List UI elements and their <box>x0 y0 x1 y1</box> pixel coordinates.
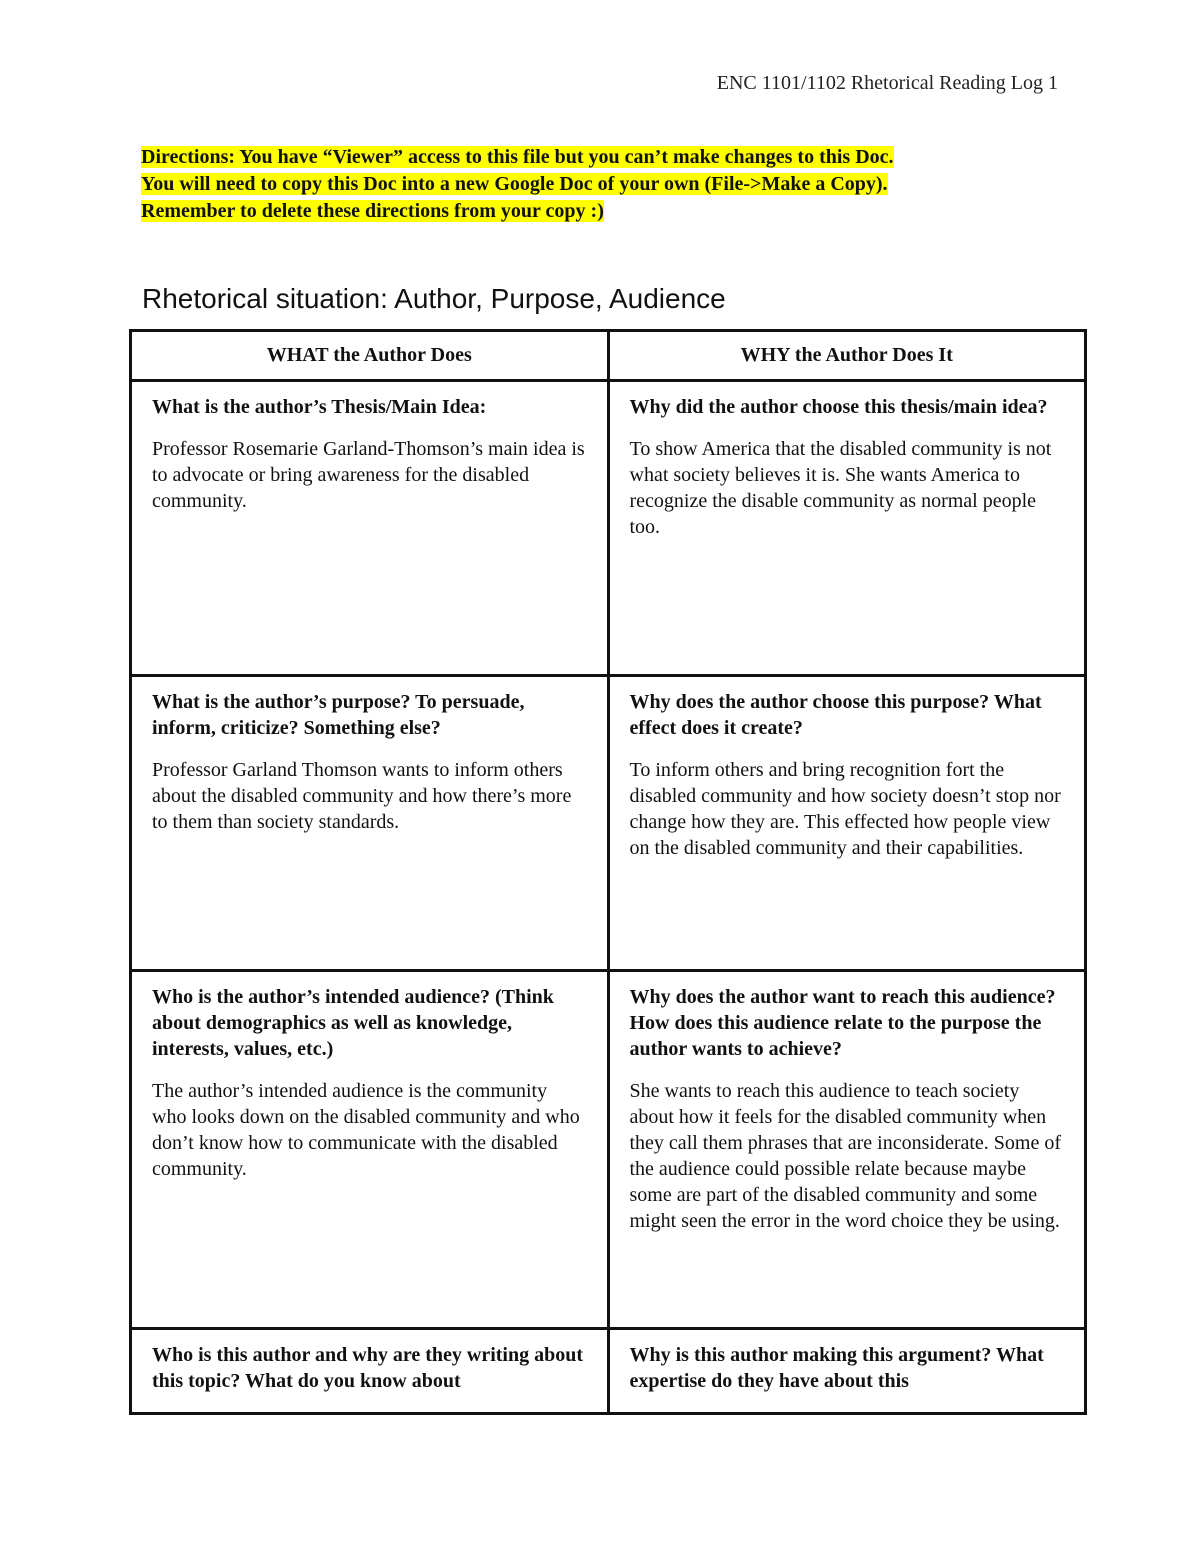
directions-line-3: Remember to delete these directions from your copy :) <box>141 200 604 222</box>
answer-text: She wants to reach this audience to teach society about how it feels for the disabled community when they call them phrases that are inconsiderate. Some of the audience could possible relate because maybe some are part of the disabled community and some might seen the error in the word choice they be using. <box>629 1080 1062 1232</box>
directions-block <box>141 144 1081 225</box>
table-cell[interactable] <box>131 971 609 1329</box>
table-cell[interactable] <box>608 676 1086 971</box>
question-text: Why is this author making this argument? What expertise do they have about this <box>629 1344 1044 1392</box>
table-row <box>131 381 1086 676</box>
reading-log-table <box>129 329 1087 1415</box>
document-header: ENC 1101/1102 Rhetorical Reading Log 1 <box>716 72 1058 94</box>
table-header-row <box>131 331 1086 381</box>
section-title: Rhetorical situation: Author, Purpose, Audience <box>142 283 726 314</box>
answer-text: Professor Rosemarie Garland-Thomson’s main idea is to advocate or bring awareness for the disabled community. <box>152 438 585 512</box>
answer-text: To inform others and bring recognition fort the disabled community and how society doesn’t stop nor change how they are. This effected how people view on the disabled community and their capabilities. <box>629 759 1061 859</box>
table-cell[interactable] <box>131 381 609 676</box>
directions-line-1: Directions: You have “Viewer” access to this file but you can’t make changes to this Doc. <box>141 146 894 168</box>
table-row <box>131 676 1086 971</box>
table-row <box>131 1329 1086 1414</box>
table-cell[interactable] <box>131 676 609 971</box>
table-cell[interactable] <box>608 1329 1086 1414</box>
directions-line-2: You will need to copy this Doc into a new Google Doc of your own (File->Make a Copy). <box>141 173 888 195</box>
question-text: Who is the author’s intended audience? (Think about demographics as well as knowledge, interests, values, etc.) <box>152 986 554 1060</box>
table-cell[interactable] <box>131 1329 609 1414</box>
question-text: Who is this author and why are they writing about this topic? What do you know about <box>152 1344 583 1392</box>
answer-text: The author’s intended audience is the community who looks down on the disabled community and who don’t know how to communicate with the disabled community. <box>152 1080 580 1180</box>
column-header-why: WHY the Author Does It <box>608 331 1086 381</box>
question-text: Why does the author want to reach this audience? How does this audience relate to the purpose the author wants to achieve? <box>629 986 1056 1060</box>
answer-text: To show America that the disabled community is not what society believes it is. She wants America to recognize the disable community as normal people too. <box>629 438 1052 538</box>
question-text: What is the author’s Thesis/Main Idea: <box>152 396 487 418</box>
question-text: Why does the author choose this purpose? What effect does it create? <box>629 691 1042 739</box>
question-text: Why did the author choose this thesis/main idea? <box>629 396 1048 418</box>
question-text: What is the author’s purpose? To persuade, inform, criticize? Something else? <box>152 691 525 739</box>
table-cell[interactable] <box>608 971 1086 1329</box>
table-row <box>131 971 1086 1329</box>
table-cell[interactable] <box>608 381 1086 676</box>
answer-text: Professor Garland Thomson wants to inform others about the disabled community and how there’s more to them than society standards. <box>152 759 572 833</box>
column-header-what: WHAT the Author Does <box>131 331 609 381</box>
